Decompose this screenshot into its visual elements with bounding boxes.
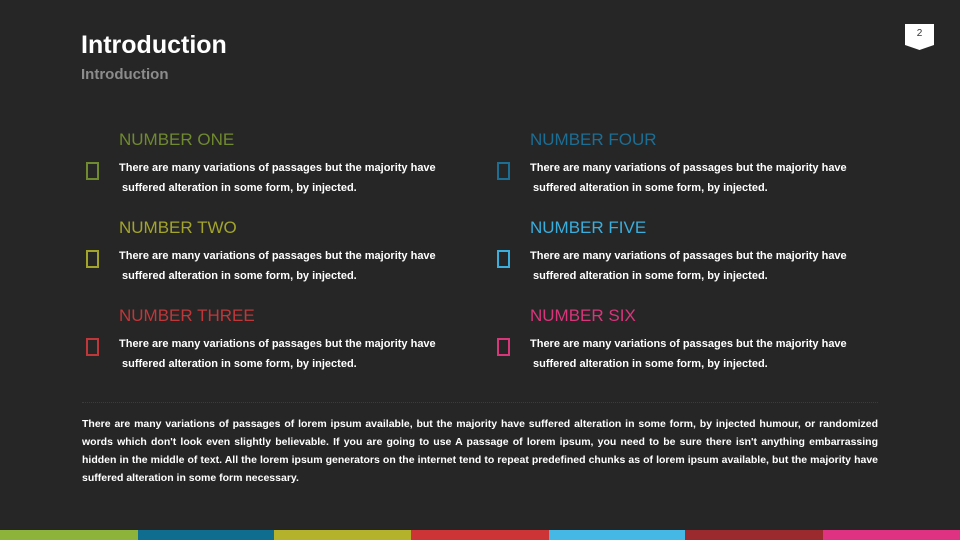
footer-color-bar <box>0 530 960 540</box>
square-outline-icon <box>86 250 99 268</box>
feature-description <box>119 246 464 286</box>
feature-description <box>530 334 875 374</box>
slide-subtitle: Introduction <box>81 66 169 83</box>
feature-heading: NUMBER THREE <box>119 306 255 325</box>
color-bar-segment <box>138 530 274 540</box>
square-outline-icon <box>497 338 510 356</box>
color-bar-segment <box>823 530 960 540</box>
feature-description-line: suffered alteration in some form, by injected. <box>122 270 357 282</box>
color-bar-segment <box>0 530 138 540</box>
feature-description-line: suffered alteration in some form, by injected. <box>533 358 768 370</box>
square-outline-icon <box>497 250 510 268</box>
page-number-badge <box>905 24 934 50</box>
feature-heading: NUMBER FOUR <box>530 130 657 149</box>
square-outline-icon <box>86 162 99 180</box>
feature-heading: NUMBER FIVE <box>530 218 647 237</box>
feature-description-line: suffered alteration in some form, by injected. <box>533 270 768 282</box>
square-outline-icon <box>86 338 99 356</box>
page-number: 2 <box>916 28 923 39</box>
feature-description <box>530 158 875 198</box>
feature-description <box>119 334 464 374</box>
divider <box>82 402 878 403</box>
color-bar-segment <box>685 530 823 540</box>
feature-heading: NUMBER ONE <box>119 130 235 149</box>
color-bar-segment <box>411 530 549 540</box>
feature-description-line: There are many variations of passages but the majority have <box>530 250 847 262</box>
feature-description <box>119 158 464 198</box>
feature-description-line: There are many variations of passages but the majority have <box>119 250 436 262</box>
square-outline-icon <box>497 162 510 180</box>
feature-description <box>530 246 875 286</box>
feature-heading: NUMBER SIX <box>530 306 636 325</box>
feature-description-line: suffered alteration in some form, by injected. <box>122 358 357 370</box>
feature-description-line: suffered alteration in some form, by injected. <box>533 182 768 194</box>
feature-description-line: suffered alteration in some form, by injected. <box>122 182 357 194</box>
feature-description-line: There are many variations of passages but the majority have <box>119 338 436 350</box>
feature-description-line: There are many variations of passages but the majority have <box>119 162 436 174</box>
feature-description-line: There are many variations of passages but the majority have <box>530 338 847 350</box>
color-bar-segment <box>549 530 685 540</box>
color-bar-segment <box>274 530 411 540</box>
slide-title: Introduction <box>81 31 227 59</box>
feature-description-line: There are many variations of passages but the majority have <box>530 162 847 174</box>
body-paragraph: There are many variations of passages of lorem ipsum available, but the majority have suffered alteration in some form, by injected humour, or randomized words which don't look even slightly believable. If you are going to use A passage of lorem ipsum, you need to be sure there isn't anything embarrassing hidden in the middle of text. All the lorem ipsum generators on the internet tend to repeat predefined chunks as of lorem ipsum available, but the majority have suffered alteration in some form necessary. <box>82 418 878 484</box>
feature-heading: NUMBER TWO <box>119 218 237 237</box>
